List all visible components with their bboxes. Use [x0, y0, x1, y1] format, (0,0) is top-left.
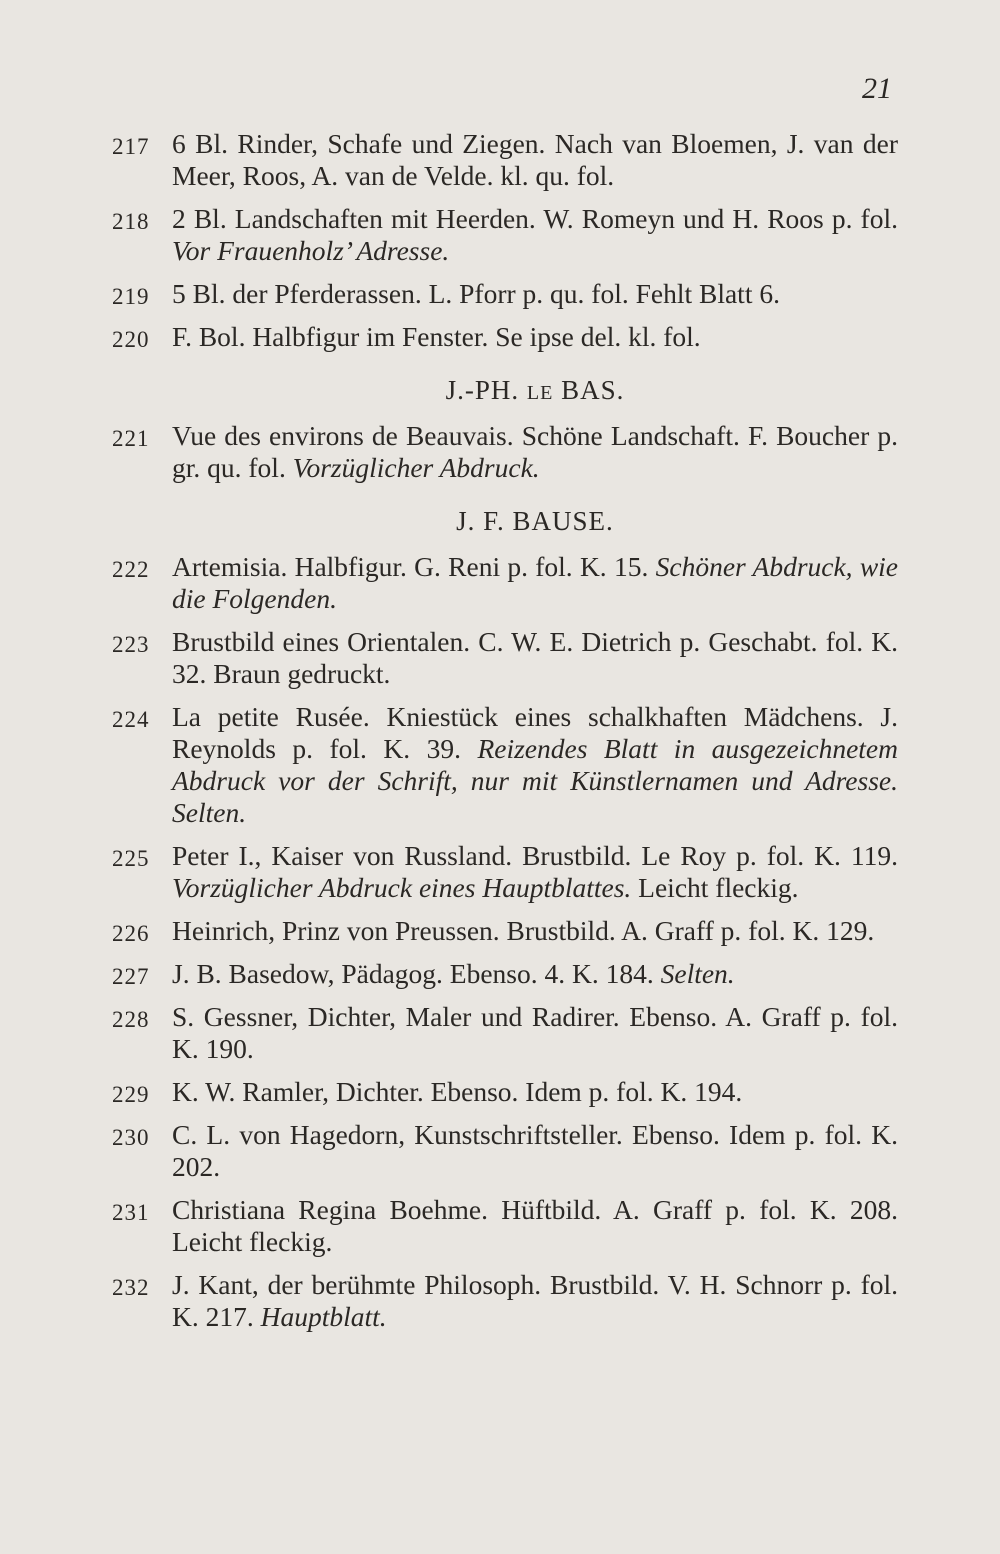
- catalog-entry: [112, 551, 898, 615]
- catalog-entry: [112, 420, 898, 484]
- heading-text: BAS.: [561, 375, 625, 405]
- catalog-entry: [112, 701, 898, 829]
- entry-note: Schöner Abdruck, wie die Folgenden.: [172, 551, 899, 614]
- entry-note: Selten.: [660, 958, 735, 989]
- entry-text: Heinrich, Prinz von Preussen. Brustbild. A. Graff p. fol. K. 129.: [172, 915, 875, 946]
- entry-number: 229: [112, 1082, 150, 1107]
- entry-number: 228: [112, 1007, 150, 1032]
- artist-heading: [172, 506, 898, 537]
- entry-text: J. Kant, der berühmte Philosoph. Brustbild. V. H. Schnorr p. fol. K. 217.: [172, 1269, 898, 1332]
- entry-number: 220: [112, 327, 150, 352]
- entry-text: J. B. Basedow, Pädagog. Ebenso. 4. K. 184.: [172, 958, 654, 989]
- artist-heading: [172, 375, 898, 406]
- entry-number: 223: [112, 632, 150, 657]
- entry-text: 5 Bl. der Pferderassen. L. Pforr p. qu. fol. Fehlt Blatt 6.: [172, 278, 780, 309]
- catalog-entry: [112, 626, 898, 690]
- entry-text: Christiana Regina Boehme. Hüftbild. A. Graff p. fol. K. 208. Leicht fleckig.: [172, 1194, 898, 1257]
- entry-number: 217: [112, 134, 150, 159]
- entry-text: Vue des environs de Beauvais. Schöne Landschaft. F. Boucher p. gr. qu. fol.: [172, 420, 898, 483]
- entry-number: 221: [112, 426, 150, 451]
- heading-text: J.-PH.: [445, 375, 520, 405]
- entry-number: 225: [112, 846, 150, 871]
- entry-number: 224: [112, 707, 150, 732]
- entry-number: 232: [112, 1275, 150, 1300]
- catalog-entry: [112, 1119, 898, 1183]
- entry-note: Vor Frauenholz’ Adresse.: [172, 235, 450, 266]
- catalog-entry: [112, 840, 898, 904]
- entry-text-tail: Leicht fleckig.: [638, 872, 799, 903]
- entry-text: Brustbild eines Orientalen. C. W. E. Dietrich p. Geschabt. fol. K. 32. Braun gedruckt.: [172, 626, 898, 689]
- entry-number: 227: [112, 964, 150, 989]
- heading-text: J. F. BAUSE.: [456, 506, 614, 536]
- entry-text: La petite Rusée. Kniestück eines schalkhaften Mädchens. J. Reynolds p. fol. K. 39.: [172, 701, 898, 764]
- catalog-entry: [112, 1001, 898, 1065]
- catalog-entry: [112, 321, 898, 353]
- entry-number: 222: [112, 557, 150, 582]
- heading-small-caps: LE: [526, 382, 554, 404]
- entry-number: 231: [112, 1200, 150, 1225]
- catalog-content: [112, 128, 898, 1344]
- page-number: 21: [862, 72, 892, 105]
- catalog-entry: [112, 278, 898, 310]
- catalog-entry: [112, 128, 898, 192]
- entry-text: F. Bol. Halbfigur im Fenster. Se ipse del. kl. fol.: [172, 321, 701, 352]
- entry-text: 2 Bl. Landschaften mit Heerden. W. Romeyn und H. Roos p. fol.: [172, 203, 898, 234]
- entry-number: 230: [112, 1125, 150, 1150]
- catalog-entry: [112, 958, 898, 990]
- entry-text: 6 Bl. Rinder, Schafe und Ziegen. Nach van Bloemen, J. van der Meer, Roos, A. van de Velde. kl. qu. fol.: [172, 128, 898, 191]
- entry-text: Artemisia. Halbfigur. G. Reni p. fol. K. 15.: [172, 551, 649, 582]
- entry-number: 218: [112, 209, 150, 234]
- entry-note: Reizendes Blatt in ausgezeichnetem Abdruck vor der Schrift, nur mit Künstlernamen und Adresse. Selten.: [172, 733, 898, 828]
- catalog-entry: [112, 915, 898, 947]
- entry-number: 226: [112, 921, 150, 946]
- entry-note: Vorzüglicher Abdruck.: [292, 452, 540, 483]
- entry-note: Hauptblatt.: [260, 1301, 387, 1332]
- catalog-entry: [112, 1076, 898, 1108]
- entry-number: 219: [112, 284, 150, 309]
- entry-text: C. L. von Hagedorn, Kunstschriftsteller. Ebenso. Idem p. fol. K. 202.: [172, 1119, 898, 1182]
- entry-text: K. W. Ramler, Dichter. Ebenso. Idem p. fol. K. 194.: [172, 1076, 743, 1107]
- entry-text: Peter I., Kaiser von Russland. Brustbild. Le Roy p. fol. K. 119.: [172, 840, 898, 871]
- catalog-entry: [112, 203, 898, 267]
- catalog-entry: [112, 1269, 898, 1333]
- catalog-entry: [112, 1194, 898, 1258]
- entry-text: S. Gessner, Dichter, Maler und Radirer. Ebenso. A. Graff p. fol. K. 190.: [172, 1001, 898, 1064]
- entry-note: Vorzüglicher Abdruck eines Hauptblattes.: [172, 872, 632, 903]
